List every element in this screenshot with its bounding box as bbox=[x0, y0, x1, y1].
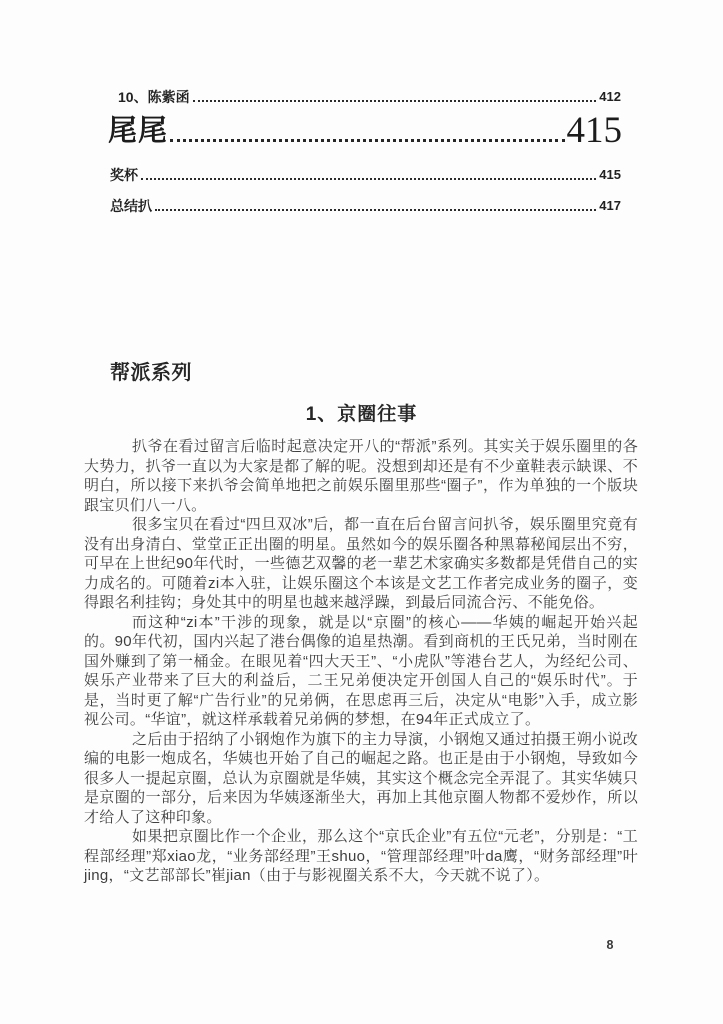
toc-entry-chapter bbox=[108, 111, 622, 151]
toc-entry-page: 417 bbox=[599, 198, 621, 213]
paragraph: 之后由于招纳了小钢炮作为旗下的主力导演，小钢炮又通过拍摄王朔小说改编的电影一炮成名，华姨也开始了自己的崛起之路。也正是由于小钢炮，导致如今很多人一提起京圈，总认为京圈就是华姨，其实这个概念完全弄混了。其实华姨只是京圈的一部分，后来因为华姨逐渐坐大，再加上其他京圈人物都不爱炒作，所以才给人了这种印象。 bbox=[84, 730, 638, 826]
chapter-heading: 1、京圈往事 bbox=[305, 404, 418, 425]
toc-entry-label: 10、陈紫函 bbox=[118, 89, 190, 105]
body-text bbox=[84, 437, 638, 886]
toc-entry bbox=[110, 166, 621, 184]
dot-leader bbox=[170, 139, 564, 142]
toc-entry bbox=[118, 88, 621, 106]
series-heading: 帮派系列 bbox=[110, 362, 192, 384]
dot-leader bbox=[141, 178, 596, 180]
dot-leader bbox=[155, 209, 596, 211]
paragraph: 而这种“zi本”干涉的现象，就是以“京圈”的核心——华姨的崛起开始兴起的。90年代初，国内兴起了港台偶像的追星热潮。看到商机的王氏兄弟，当时刚在国外赚到了第一桶金。在眼见着“四大天王”、“小虎队”等港台艺人，为经纪公司、娱乐产业带来了巨大的利益后，二王兄弟便决定开创国人自己的“娱乐时代”。于是，当时更了解“广告行业”的兄弟俩，在思虑再三后，决定从“电影”入手，成立影视公司。“华谊”，就这样承载着兄弟俩的梦想，在94年正式成立了。 bbox=[84, 613, 638, 728]
toc-entry-label: 尾尾 bbox=[108, 115, 169, 147]
dot-leader bbox=[193, 100, 597, 102]
toc-entry-page: 415 bbox=[599, 167, 621, 182]
paragraph: 很多宝贝在看过“四旦双冰”后，都一直在后台留言问扒爷，娱乐圈里究竟有没有出身清白、堂堂正正出圈的明星。虽然如今的娱乐圈各种黑幕秘闻层出不穷，可早在上世纪90年代时，一些德艺双馨的老一辈艺术家确实多数都是凭借自己的实力成名的。可随着zi本入驻，让娱乐圈这个本该是文艺工作者完成业务的圈子，变得跟名利挂钩；身处其中的明星也越来越浮躁，到最后同流合污、不能免俗。 bbox=[84, 516, 638, 611]
toc-entry-page: 412 bbox=[599, 89, 621, 104]
paragraph: 扒爷在看过留言后临时起意决定开八的“帮派”系列。其实关于娱乐圈里的各大势力，扒爷一直以为大家是都了解的呢。没想到却还是有不少童鞋表示缺课、不明白，所以接下来扒爷会简单地把之前娱乐圈里那些“圈子”，作为单独的一个版块跟宝贝们八一八。 bbox=[84, 438, 638, 514]
page-number: 8 bbox=[606, 938, 614, 952]
toc-entry-label: 奖杯 bbox=[110, 167, 138, 183]
toc-entry-label: 总结扒 bbox=[110, 198, 152, 214]
toc-entry-page: 415 bbox=[566, 110, 622, 151]
toc-entry bbox=[110, 197, 621, 215]
paragraph: 如果把京圈比作一个企业，那么这个“京氏企业”有五位“元老”，分别是：“工程部经理”郑xiao龙，“业务部经理”王shuo，“管理部经理”叶da鹰，“财务部经理”叶jing，“文艺部部长”崔jian（由于与影视圈关系不大，今天就不说了）。 bbox=[84, 828, 638, 884]
